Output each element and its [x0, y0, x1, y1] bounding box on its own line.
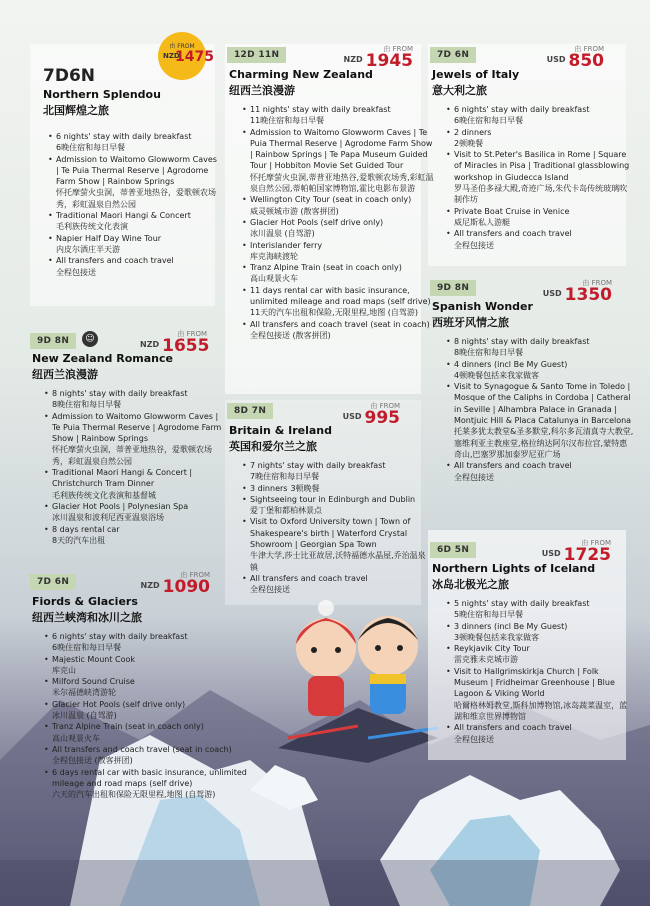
inclusion-text-cn: 毛利族传统文化表演	[56, 222, 128, 232]
tour-title: Fiords & Glaciers	[32, 595, 138, 608]
inclusion-text-cn: 5晚住宿和每日早餐	[454, 610, 524, 620]
inclusion-item	[250, 494, 428, 517]
inclusion-text-cn: 4顿晚餐包括来我家做客	[454, 370, 540, 380]
inclusion-text-en: • Interislander ferry	[250, 240, 323, 250]
inclusion-text-en: • Admission to Waitomo Glowworm Caves | Te Puia Thermal Reserve | Agrodome Farm Show | Rainbow Springs	[56, 154, 217, 187]
tour-inclusions	[445, 598, 634, 745]
inclusion-text-cn: 库克海峡渡轮	[250, 251, 298, 261]
inclusion-item	[250, 285, 435, 319]
tour-inclusions	[47, 131, 221, 278]
inclusion-item	[250, 262, 435, 285]
inclusion-text-cn: 毛利族传统文化表演和基督城	[52, 490, 156, 500]
inclusion-text-cn: 托莱多犹太教堂&圣多默堂,科尔多瓦清真寺大教堂,塞维利亚主教座堂,格拉纳达阿尔汉布拉宫,蒙特惠奇山,巴塞罗那加泰罗尼亚广场	[454, 427, 634, 459]
tour-title: Britain & Ireland	[229, 424, 332, 437]
inclusion-item	[52, 411, 227, 467]
inclusion-text-cn: 库克山	[52, 665, 76, 675]
inclusion-text-cn: 2顿晚餐	[454, 138, 484, 148]
tour-title-cn: 英国和爱尔兰之旅	[229, 440, 317, 453]
inclusion-text-en: • Napier Half Day Wine Tour	[56, 233, 162, 243]
inclusion-item	[454, 643, 634, 666]
inclusion-item	[454, 149, 634, 205]
inclusion-text-en: • Sightseeing tour in Edinburgh and Dublin	[250, 494, 416, 504]
inclusion-item	[250, 483, 428, 494]
inclusion-item	[454, 621, 634, 644]
inclusion-text-cn: 全程包接送	[454, 472, 494, 482]
inclusion-text-en: • 8 days rental car	[52, 524, 120, 534]
tour-inclusions	[43, 388, 227, 546]
inclusion-text-en: • 6 nights' stay with daily breakfast	[52, 632, 188, 641]
inclusion-item	[454, 598, 634, 621]
inclusion-text-en: • 11 days rental car with basic insurance, unlimited mileage and road maps (self drive)	[250, 285, 431, 307]
inclusion-text-en: • 6 nights' stay with daily breakfast	[56, 132, 192, 141]
inclusion-item	[454, 359, 634, 382]
inclusion-item	[454, 228, 634, 251]
tour-duration: 7D 6N	[430, 47, 476, 63]
inclusion-text-cn: 全程包接送	[56, 267, 96, 277]
inclusion-text-cn: 米尔福德峡湾游轮	[52, 688, 116, 698]
inclusion-item	[454, 127, 634, 150]
inclusion-text-en: • Glacier Hot Pools | Polynesian Spa	[52, 501, 189, 511]
inclusion-item	[250, 516, 428, 572]
inclusion-text-cn: 3顿晚餐	[290, 483, 320, 493]
tour-inclusions	[445, 104, 634, 251]
inclusion-text-cn: 全程包接送	[454, 240, 494, 250]
price-tag: 由 FROM $^{USD}$ 1350	[542, 279, 612, 305]
inclusion-item	[250, 240, 435, 263]
inclusion-text-en: • 2 dinners	[454, 127, 492, 137]
inclusion-text-cn: 7晚住宿和每日早餐	[250, 472, 320, 482]
tour-inclusions	[241, 460, 428, 596]
tour-duration: 8D 7N	[227, 403, 273, 419]
inclusion-item	[250, 127, 435, 195]
inclusion-text-cn: 怀托摩萤火虫洞，蒂普亚地热谷，爱歌顿农场秀，彩虹温泉自然公园	[56, 188, 216, 209]
inclusion-text-en: • Visit to Hallgrimskirkja Church | Folk Museum | Fridheimar Greenhouse | Blue Lagoon & Viking World	[454, 666, 615, 699]
inclusion-text-en: • All transfers and coach travel (seat in coach)	[52, 744, 232, 754]
tour-duration: 9D 8N	[30, 333, 76, 349]
inclusion-item	[454, 722, 634, 745]
price-tag: 由 FROM $^{USD}$ 850	[546, 45, 604, 71]
tour-title-cn: 西班牙风情之旅	[432, 316, 509, 329]
inclusion-text-cn: 怀托摩萤火虫洞，蒂普亚地热谷，爱歌顿农场秀，彩虹温泉自然公园	[52, 445, 212, 466]
inclusion-text-en: • Visit to Synagogue & Santo Tome in Toledo | Mosque of the Caliphs in Cordoba | Catheral in Seville | Alhambra Palace in Granada | Montjuic Hill & Placa Catalunya in Barcelona	[454, 382, 632, 426]
tour-title-cn: 纽西兰浪漫游	[229, 84, 295, 97]
tour-duration: 6D 5N	[430, 542, 476, 558]
inclusion-text-cn: 6晚住宿和每日早餐	[454, 116, 524, 126]
inclusion-item	[250, 573, 428, 596]
inclusion-item	[56, 154, 221, 210]
inclusion-text-en: • 4 dinners (incl Be My Guest)	[454, 359, 568, 369]
inclusion-text-cn: 雷克雅未克城市游	[454, 655, 518, 665]
inclusion-item	[52, 524, 227, 547]
inclusion-text-cn: 冰川温泉和波利尼西亚温泉浴场	[52, 513, 164, 523]
inclusion-item	[454, 206, 634, 229]
inclusion-text-cn: 高山观景火车	[250, 274, 298, 284]
tour-title-cn: 纽西兰浪漫游	[32, 368, 98, 381]
tour-title-cn: 纽西兰峡湾和冰川之旅	[32, 611, 142, 624]
inclusion-text-en: • 8 nights' stay with daily breakfast	[52, 389, 188, 398]
inclusion-text-en: • Glacier Hot Pools (self drive only)	[52, 699, 186, 709]
inclusion-item	[454, 666, 634, 722]
inclusion-text-en: • All transfers and coach travel	[56, 256, 174, 266]
inclusion-text-cn: 威尼斯私人游艇	[454, 217, 510, 227]
inclusion-item	[250, 319, 435, 342]
inclusion-text-cn: 8晚住宿和每日早餐	[454, 348, 524, 358]
inclusion-text-cn: 11晚住宿和每日早餐	[250, 116, 325, 126]
price-tag: 由 FROM $^{NZD}$ 1655	[140, 330, 210, 356]
inclusion-text-cn: 哈爾格林姆教堂,斯科加博物馆,冰岛蔬菜温室，蓝湖和维京世界博物馆	[454, 700, 628, 721]
inclusion-item	[52, 699, 252, 722]
inclusion-item	[250, 217, 435, 240]
inclusion-text-en: • 3 dinners (incl Be My Guest)	[454, 621, 568, 631]
inclusion-text-en: • All transfers and coach travel	[454, 229, 572, 239]
price-tag: 由 FROM $^{USD}$ 995	[342, 402, 400, 428]
inclusion-item	[52, 767, 252, 801]
tour-title-cn: 冰岛北极光之旅	[432, 578, 509, 591]
tour-duration: 7D 6N	[30, 574, 76, 590]
tour-inclusions	[43, 631, 252, 800]
inclusion-text-cn: 牛津大学,莎士比亚故居,沃特福德水晶屋,乔治温泉镇	[250, 551, 426, 572]
inclusion-text-en: • Visit to Oxford University town | Town of Shakespeare's birth | Waterford Crystal Showroom | Georgian Spa Town	[250, 517, 411, 550]
inclusion-text-en: • Milford Sound Cruise	[52, 677, 135, 687]
inclusion-item	[52, 744, 252, 767]
inclusion-text-en: • 11 nights' stay with daily breakfast	[250, 105, 391, 114]
inclusion-item	[52, 631, 252, 654]
inclusion-text-cn: 8天的汽车出租	[52, 535, 106, 545]
tour-title: Northern Splendou	[43, 88, 161, 101]
inclusion-item	[52, 501, 227, 524]
inclusion-text-en: • Wellington City Tour (seat in coach only)	[250, 195, 412, 205]
inclusion-text-cn: 6晚住宿和每日早餐	[52, 643, 122, 653]
price-badge: 由 FROM NZD 1475	[158, 32, 206, 80]
inclusion-item	[52, 676, 252, 699]
price-tag: 由 FROM $^{NZD}$ 1090	[140, 571, 210, 597]
inclusion-text-en: • All transfers and coach travel	[454, 723, 572, 733]
inclusion-item	[56, 255, 221, 278]
inclusion-item	[52, 654, 252, 677]
inclusion-text-cn: 内皮尔酒庄半天游	[56, 244, 120, 254]
inclusion-item	[52, 721, 252, 744]
inclusion-text-en: • Visit to St.Peter's Basilica in Rome | Square of Miracles in Pisa | Traditional glassblowing workshop in Giudecca Island	[454, 150, 630, 182]
inclusion-text-cn: 3顿晚餐包括来我家做客	[454, 632, 540, 642]
inclusion-text-en: • All transfers and coach travel (seat in coach)	[250, 319, 430, 329]
inclusion-text-cn: 高山观景火车	[52, 733, 100, 743]
inclusion-text-en: • 7 nights' stay with daily breakfast	[250, 461, 386, 470]
inclusion-text-cn: 全程包接送 (散客拼团)	[52, 756, 133, 766]
inclusion-text-cn: 冰川温泉 (自驾游)	[52, 711, 117, 721]
inclusion-item	[56, 210, 221, 233]
inclusion-text-cn: 怀托摩萤火虫洞,蒂普亚地热谷,爱歌顿农场秀,彩虹温泉自然公园,蒂帕帕国家博物馆,霍比电影布景游	[250, 172, 434, 194]
tour-title: New Zealand Romance	[32, 352, 173, 365]
price-tag: 由 FROM $^{NZD}$ 1945	[343, 45, 413, 71]
inclusion-text-en: • Tranz Alpine Train (seat in coach only)	[52, 722, 204, 732]
inclusion-item	[250, 194, 435, 217]
inclusion-item	[52, 467, 227, 501]
inclusion-text-cn: 六天的汽车出租和保险无限里程,地图 (自驾游)	[52, 790, 216, 800]
tour-title: Northern Lights of Iceland	[432, 562, 596, 575]
inclusion-text-cn: 威灵顿城市游 (散客拼团)	[250, 206, 339, 216]
tour-duration: 7D6N	[43, 66, 95, 86]
inclusion-text-en: • 6 days rental car with basic insurance, unlimited mileage and road maps (self drive)	[52, 767, 247, 788]
inclusion-text-en: • 5 nights' stay with daily breakfast	[454, 599, 590, 608]
inclusion-item	[454, 381, 634, 460]
inclusion-text-cn: 全程包接送	[454, 734, 494, 744]
inclusion-item	[56, 131, 221, 154]
inclusion-text-cn: 罗马圣伯多禄大殿,奇迹广场,朱代卡岛传统玻璃吹制作坊	[454, 184, 628, 205]
tour-duration: 12D 11N	[227, 47, 286, 63]
inclusion-text-en: • Traditional Maori Hangi & Concert	[56, 211, 191, 221]
inclusion-text-en: • Tranz Alpine Train (seat in coach only)	[250, 263, 402, 273]
inclusion-text-cn: 冰川温泉 (自驾游)	[250, 229, 315, 239]
tour-title: Jewels of Italy	[432, 68, 520, 81]
tour-inclusions	[445, 336, 634, 483]
inclusion-text-cn: 全程包接送 (散客拼团)	[250, 330, 331, 340]
inclusion-text-en: 3 dinners	[250, 483, 288, 493]
inclusion-text-cn: 爱丁堡和都柏林景点	[250, 506, 322, 516]
inclusion-text-en: • Admission to Waitomo Glowworm Caves | Te Puia Thermal Reserve | Agrodome Farm Show | Rainbow Springs	[52, 411, 222, 444]
inclusion-item	[454, 336, 634, 359]
tour-title: Charming New Zealand	[229, 68, 373, 81]
inclusion-text-cn: 6晚住宿和每日早餐	[56, 143, 126, 153]
inclusion-text-en: • All transfers and coach travel	[250, 573, 368, 583]
inclusion-text-en: • Admission to Waitomo Glowworm Caves | Te Puia Thermal Reserve | Agrodome Farm Show | Rainbow Springs | Te Papa Museum Guided Tour | Hobbiton Movie Set Guided Tour	[250, 127, 433, 171]
inclusion-item	[454, 460, 634, 483]
inclusion-text-cn: 8晚住宿和每日早餐	[52, 400, 122, 410]
tour-duration: 9D 8N	[430, 280, 476, 296]
inclusion-item	[454, 104, 634, 127]
inclusion-text-cn: 11天的汽车出租和保险,无限里程,地图 (自驾游)	[250, 308, 419, 318]
tour-title-cn: 意大利之旅	[432, 84, 487, 97]
inclusion-text-en: • Reykjavik City Tour	[454, 644, 530, 654]
tour-title-cn: 北国辉煌之旅	[43, 104, 109, 117]
inclusion-text-cn: 全程包接送	[250, 585, 290, 595]
inclusion-text-en: • Traditional Maori Hangi & Concert | Christchurch Tram Dinner	[52, 468, 193, 489]
inclusion-text-en: • All transfers and coach travel	[454, 461, 572, 471]
inclusion-item	[56, 233, 221, 256]
tour-title: Spanish Wonder	[432, 300, 533, 313]
inclusion-text-en: • Majestic Mount Cook	[52, 654, 136, 664]
family-icon: ☺	[82, 331, 98, 347]
inclusion-item	[52, 388, 227, 411]
inclusion-item	[250, 104, 435, 127]
price-tag: 由 FROM $^{USD}$ 1725	[541, 539, 611, 565]
tour-inclusions	[241, 104, 435, 341]
inclusion-item	[250, 460, 428, 483]
inclusion-text-en: • Private Boat Cruise in Venice	[454, 206, 570, 216]
inclusion-text-en: • 6 nights' stay with daily breakfast	[454, 105, 590, 114]
inclusion-text-en: • Glacier Hot Pools (self drive only)	[250, 217, 384, 227]
inclusion-text-en: • 8 nights' stay with daily breakfast	[454, 337, 590, 346]
